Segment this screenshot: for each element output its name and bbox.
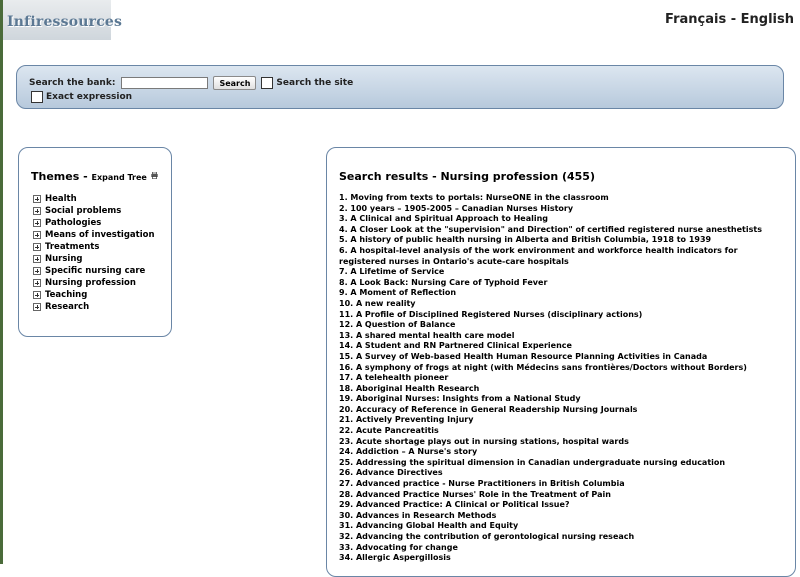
result-link[interactable]: 25. Addressing the spiritual dimension in Canadian undergraduate nursing education [339,457,726,467]
expand-plus-icon[interactable] [33,255,41,263]
result-link[interactable]: 22. Acute Pancreatitis [339,426,439,436]
search-row [29,76,353,90]
tree-item-label: Means of investigation [45,230,155,240]
search-label: Search the bank: [29,78,116,88]
tree-item-label: Teaching [45,290,88,300]
search-site-checkbox[interactable] [261,77,273,89]
themes-heading: Themes [31,170,80,183]
result-link[interactable]: 12. A Question of Balance [339,320,456,330]
expand-plus-icon[interactable] [33,219,41,227]
expand-plus-icon[interactable] [33,207,41,215]
expand-plus-icon[interactable] [33,303,41,311]
tree-item-label: Nursing profession [45,278,136,288]
tree-item-label: Nursing [45,254,83,264]
themes-tree [33,193,155,313]
results-list [339,193,784,564]
result-link[interactable]: 17. A telehealth pioneer [339,373,449,383]
expand-tree-link[interactable]: Expand Tree [91,173,147,182]
result-link[interactable]: 10. A new reality [339,298,416,308]
result-link[interactable]: 5. A history of public health nursing in Alberta and British Columbia, 1918 to 1939 [339,235,712,245]
tree-item-treatments[interactable] [33,241,155,253]
print-icon[interactable] [151,172,158,179]
result-link[interactable]: 27. Advanced practice - Nurse Practitioners in British Columbia [339,479,625,489]
tree-item-teaching[interactable] [33,289,155,301]
exact-expression-label: Exact expression [46,92,133,102]
result-link[interactable]: 9. A Moment of Reflection [339,288,457,298]
result-link[interactable]: 32. Advancing the contribution of gerontological nursing reseach [339,532,635,541]
tree-item-pathologies[interactable] [33,217,155,229]
left-edge-stripe [0,0,3,564]
tree-item-label: Specific nursing care [45,266,146,276]
result-link[interactable]: 28. Advanced Practice Nurses' Role in the Treatment of Pain [339,489,611,499]
result-link[interactable]: 2. 100 years – 1905-2005 – Canadian Nurses History [339,203,574,213]
expand-plus-icon[interactable] [33,291,41,299]
exact-expression-checkbox[interactable] [31,91,43,103]
result-link[interactable]: 29. Advanced Practice: A Clinical or Political Issue? [339,500,570,510]
logo-text: Infiressources [7,14,123,30]
result-link[interactable]: 34. Allergic Aspergillosis [339,553,451,563]
expand-plus-icon[interactable] [33,231,41,239]
result-link[interactable]: 3. A Clinical and Spiritual Approach to Healing [339,214,549,224]
header [0,0,800,44]
tree-item-label: Research [45,302,90,312]
tree-item-label: Pathologies [45,218,102,228]
result-link[interactable]: 19. Aboriginal Nurses: Insights from a National Study [339,394,581,404]
exact-row [31,91,132,103]
result-link[interactable]: 26. Advance Directives [339,468,443,478]
tree-item-label: Treatments [45,242,100,252]
result-link[interactable]: 20. Accuracy of Reference in General Readership Nursing Journals [339,404,638,414]
themes-separator: - [79,170,92,183]
search-input[interactable] [121,77,208,89]
results-panel [326,147,796,577]
result-link[interactable]: 14. A Student and RN Partnered Clinical Experience [339,341,572,351]
tree-item-means-of-investigation[interactable] [33,229,155,241]
result-link[interactable]: 1. Moving from texts to portals: NurseONE in the classroom [339,193,609,202]
expand-plus-icon[interactable] [33,243,41,251]
result-link[interactable]: 31. Advancing Global Health and Equity [339,521,519,531]
result-link[interactable]: 33. Advocating for change [339,542,458,552]
tree-item-label: Health [45,194,77,204]
result-link[interactable]: 7. A Lifetime of Service [339,267,445,277]
tree-item-nursing[interactable] [33,253,155,265]
search-button[interactable]: Search [213,76,256,90]
lang-french-link[interactable]: Français [665,12,727,27]
result-link[interactable]: 11. A Profile of Disciplined Registered Nurses (disciplinary actions) [339,309,643,319]
themes-panel [18,147,172,337]
result-link[interactable]: 15. A Survey of Web-based Health Human Resource Planning Activities in Canada [339,351,708,361]
expand-plus-icon[interactable] [33,279,41,287]
lang-separator: - [726,12,741,27]
logo[interactable] [3,0,123,40]
result-link[interactable]: 6. A hospital-level analysis of the work environment and workforce health indicators for registered nurses in Ontario's acute-care hospitals [339,245,738,266]
tree-item-nursing-profession[interactable] [33,277,155,289]
themes-title [31,170,147,183]
result-link[interactable]: 18. Aboriginal Health Research [339,383,480,393]
lang-english-link[interactable]: English [740,12,794,27]
results-title: Search results - Nursing profession (455) [339,170,595,183]
tree-item-research[interactable] [33,301,155,313]
expand-plus-icon[interactable] [33,195,41,203]
tree-item-label: Social problems [45,206,122,216]
tree-item-specific-nursing-care[interactable] [33,265,155,277]
result-link[interactable]: 8. A Look Back: Nursing Care of Typhoid Fever [339,277,548,287]
search-site-label: Search the site [276,78,354,88]
expand-plus-icon[interactable] [33,267,41,275]
tree-item-health[interactable] [33,193,155,205]
result-link[interactable]: 21. Actively Preventing Injury [339,415,474,425]
result-link[interactable]: 4. A Closer Look at the "supervision" and Direction" of certified registered nurse anesthetists [339,224,762,234]
result-link[interactable]: 13. A shared mental health care model [339,330,515,340]
result-link[interactable]: 16. A symphony of frogs at night (with Médecins sans frontières/Doctors without Borders) [339,362,747,372]
result-link[interactable]: 30. Advances in Research Methods [339,510,497,520]
language-switcher [665,12,794,27]
tree-item-social-problems[interactable] [33,205,155,217]
search-bar [16,65,784,109]
result-link[interactable]: 24. Addiction – A Nurse's story [339,447,478,457]
result-link[interactable]: 23. Acute shortage plays out in nursing stations, hospital wards [339,436,629,446]
